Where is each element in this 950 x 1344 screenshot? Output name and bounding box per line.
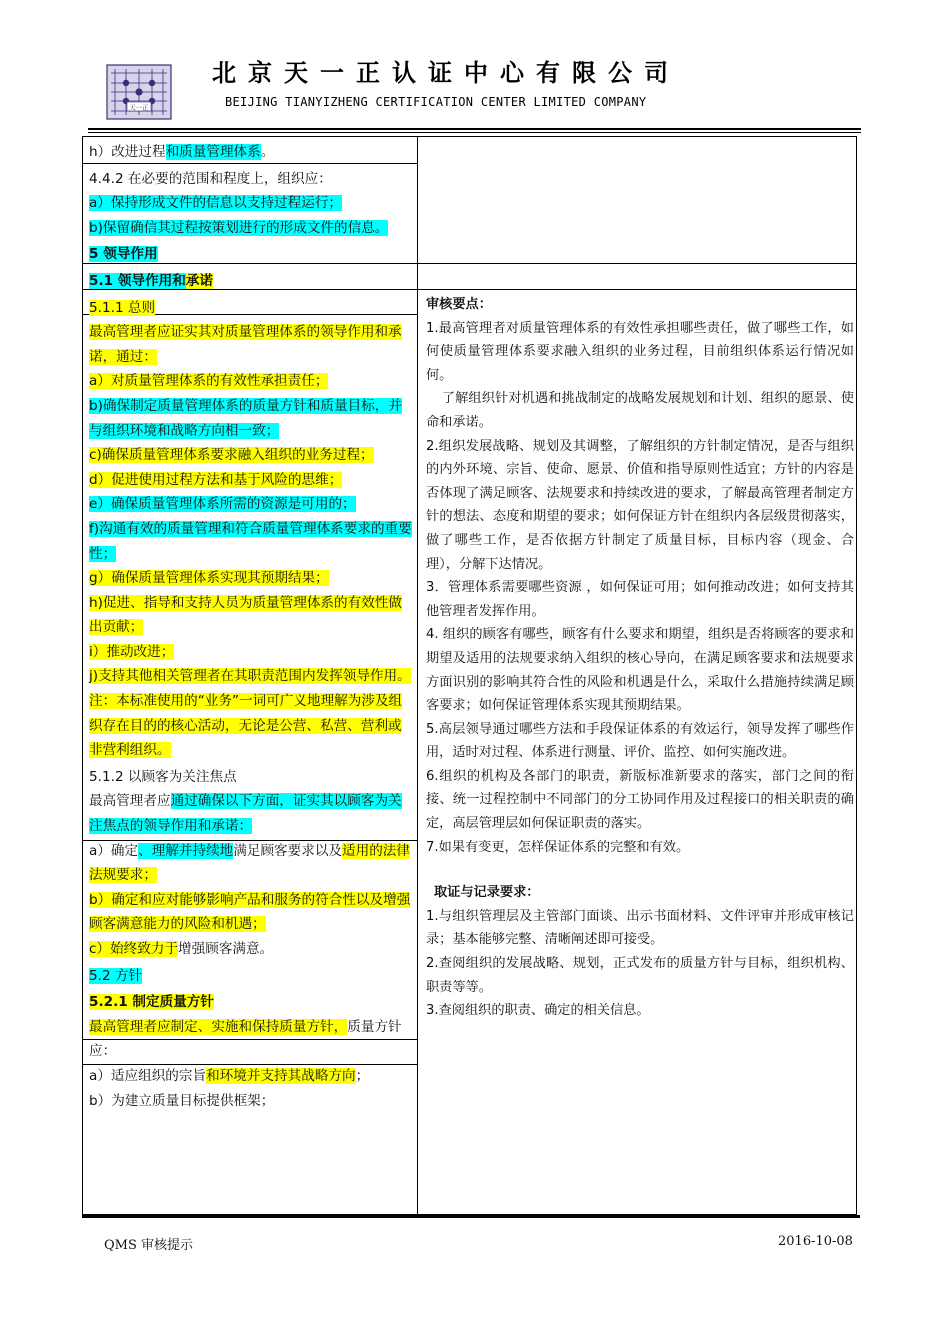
column-divider	[417, 136, 418, 1215]
clause-5-1-1-f: f)沟通有效的质量管理和符合质量管理体系要求的重要性；	[89, 520, 412, 562]
audit-point-4: 4. 组织的顾客有哪些，顾客有什么要求和期望，组织是否将顾客的要求和期望及适用的法规要求纳入组织的核心导向，在满足顾客要求和法规要求方面识别的影响其符合性的风险和机遇是什么，采取什么措施持续满足顾客要求；如何保证管理体系实现其预期结果。	[426, 627, 854, 714]
audit-point-7: 7.如果有变更，怎样保证体系的完整和有效。	[426, 839, 690, 855]
clause-h-improve: h）改进过程和质量管理体系。	[89, 144, 275, 160]
section-5-heading: 5 领导作用	[89, 246, 158, 263]
footer-doc-title: QMS 审核提示	[104, 1238, 194, 1253]
clause-5-1-2-b: b）确定和应对能够影响产品和服务的符合性以及增强顾客满意能力的风险和机遇；	[89, 891, 411, 933]
table-bottom-rule	[82, 1215, 860, 1218]
section-5-2-heading: 5.2 方针	[89, 967, 143, 984]
clause-5-1-1-e: e）确保质量管理体系所需的资源是可用的；	[89, 496, 356, 513]
clause-4-4-2-intro: 4.4.2 在必要的范围和程度上，组织应：	[89, 170, 332, 187]
clause-5-1-1-i: i）推动改进；	[89, 643, 175, 660]
company-name-en: BEIJING TIANYIZHENG CERTIFICATION CENTER LIMITED COMPANY	[225, 95, 647, 109]
clause-5-1-1-h: h)促进、指导和支持人员为质量管理体系的有效性做出贡献；	[89, 594, 402, 636]
clause-5-2-1-title: 5.2.1 制定质量方针	[89, 994, 214, 1011]
audit-point-2: 2.组织发展战略、规划及其调整，了解组织的方针制定情况，是否与组织的内外环境、宗旨、使命、愿景、价值和指导原则性适宜；方针的内容是否体现了满足顾客、法规要求和持续改进的要求，了解最高管理者制定方针的想法、态度和期望的要求；如何保证方针在组织内各层级贯彻落实，做了哪些工作，是否依据方针制定了质量目标，目标内容（现金、合理），分解下达情况。	[426, 438, 854, 572]
clause-5-1-2-title: 5.1.2 以顾客为关注焦点	[89, 768, 237, 785]
header-rule	[88, 128, 861, 130]
evidence-2: 2.查阅组织的发展战略、规划，正式发布的质量方针与目标，组织机构、职责等等。	[426, 956, 854, 995]
clause-5-2-1-b: b）为建立质量目标提供框架；	[89, 1092, 275, 1109]
audit-point-1: 1.最高管理者对质量管理体系的有效性承担哪些责任，做了哪些工作，如何使质量管理体系要求融入组织的业务过程，目前组织体系运行情况如何。	[426, 320, 854, 383]
clause-5-1-1-c: c)确保质量管理体系要求融入组织的业务过程；	[89, 447, 374, 464]
clause-4-4-2-b: b)保留确信其过程按策划进行的形成文件的信息。	[89, 219, 389, 236]
clause-5-1-1-intro: 最高管理者应证实其对质量管理体系的领导作用和承诺，通过：	[89, 324, 402, 365]
audit-point-3: 3．管理体系需要哪些资源 ，如何保证可用；如何推动改进；如何支持其他管理者发挥作用。	[426, 580, 854, 619]
clause-5-1-1-g: g）确保质量管理体系实现其预期结果；	[89, 570, 329, 587]
clause-5-1-1-note: 注：本标准使用的“业务”一词可广义地理解为涉及组织存在目的的核心活动，无论是公营、私营、营利或非营利组织。	[89, 693, 403, 759]
audit-notes-column	[426, 293, 854, 1023]
clause-5-2-1-a: a）适应组织的宗旨和环境并支持其战略方向；	[89, 1067, 370, 1084]
standard-text-column	[89, 140, 412, 1113]
company-name-cn: 北京天一正认证中心有限公司	[212, 58, 680, 87]
clause-5-1-1-b: b)确保制定质量管理体系的质量方针和质量目标，并与组织环境和战略方向相一致；	[89, 397, 402, 439]
audit-points-heading: 审核要点：	[426, 297, 492, 312]
clause-5-1-1-d: d）促进使用过程方法和基于风险的思维；	[89, 471, 343, 488]
audit-point-5: 5.高层领导通过哪些方法和手段保证体系的有效运行，领导发挥了哪些作用，适时对过程、体系进行测量、评价、监控、如何实施改进。	[426, 721, 854, 761]
company-logo	[106, 64, 172, 120]
clause-5-2-1-intro: 最高管理者应制定、实施和保持质量方针，质量方针应：	[89, 1018, 402, 1060]
evidence-1: 1.与组织管理层及主管部门面谈、出示书面材料、文件评审并形成审核记录；基本能够完整、清晰阐述即可接受。	[426, 908, 854, 948]
evidence-heading: 取证与记录要求：	[434, 885, 540, 901]
logo-text: 天一正	[129, 103, 149, 112]
clause-5-1-2-c: c）始终致力于增强顾客满意。	[89, 941, 274, 957]
audit-point-1b: 了解组织针对机遇和挑战制定的战略发展规划和计划、组织的愿景、使命和承诺。	[426, 391, 854, 430]
evidence-3: 3.查阅组织的职责、确定的相关信息。	[426, 1003, 650, 1019]
footer-date: 2016-10-08	[778, 1234, 853, 1249]
clause-5-1-2-intro: 最高管理者应通过确保以下方面，证实其以顾客为关注焦点的领导作用和承诺：	[89, 793, 402, 835]
audit-point-6: 6.组织的机构及各部门的职责，新版标准新要求的落实，部门之间的衔接、统一过程控制中不同部门的分工协同作用及过程接口的相关职责的确定，高层管理层如何保证职责的落实。	[426, 768, 854, 832]
clause-5-1-1-j: j)支持其他相关管理者在其职责范围内发挥领导作用。	[89, 668, 411, 685]
clause-5-1-1-a: a）对质量管理体系的有效性承担责任；	[89, 373, 329, 390]
clause-5-1-1-title: 5.1.1 总则	[89, 299, 156, 316]
clause-5-1-2-a: a）确定、理解并持续地满足顾客要求以及适用的法律法规要求；	[89, 842, 410, 884]
section-5-1-heading: 5.1 领导作用和承诺	[89, 272, 213, 289]
header-rule-thin	[88, 132, 861, 133]
clause-4-4-2-a: a）保持形成文件的信息以支持过程运行；	[89, 195, 343, 212]
